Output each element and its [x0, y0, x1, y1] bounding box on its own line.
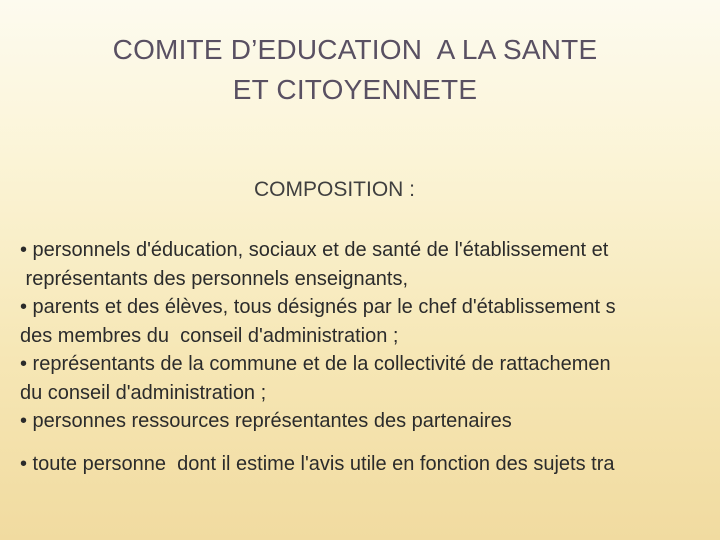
list-item-line: représentants des personnels enseignants,: [20, 267, 409, 290]
list-item-line: • toute personne dont il estime l'avis utile en fonction des sujets tra: [20, 453, 615, 475]
list-item-line: du conseil d'administration ;: [20, 381, 267, 404]
list-item-line: • personnels d'éducation, sociaux et de santé de l'établissement et: [20, 239, 609, 261]
slide-title-line-2: ET CITOYENNETE: [232, 74, 478, 105]
list-item-line: des membres du conseil d'administration ;: [20, 324, 399, 347]
list-spacer: [20, 436, 720, 451]
section-heading: COMPOSITION :: [254, 178, 416, 201]
list-item-line: • parents et des élèves, tous désignés par le chef d'établissement s: [20, 296, 616, 318]
list-item-line: • personnes ressources représentantes des partenaires: [20, 410, 512, 432]
slide-title: [0, 30, 710, 110]
slide-title-line-1: COMITE D’EDUCATION A LA SANTE: [112, 34, 598, 65]
composition-list: [20, 236, 720, 479]
list-item-line: • représentants de la commune et de la collectivité de rattachemen: [20, 353, 611, 375]
